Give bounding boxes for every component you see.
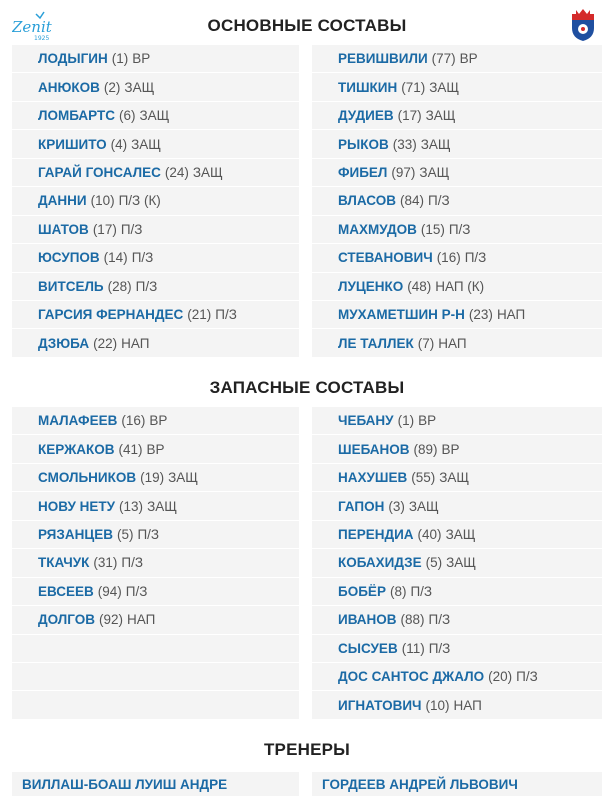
player-position: ЗАЩ	[425, 108, 456, 124]
player-row[interactable]	[12, 102, 299, 130]
coach-left[interactable]: ВИЛЛАШ-БОАШ ЛУИШ АНДРЕ	[12, 772, 299, 796]
player-position: ЗАЩ	[168, 470, 198, 486]
player-number: (24)	[164, 164, 189, 180]
player-number: (1)	[111, 51, 129, 67]
player-number: (2)	[103, 79, 121, 95]
player-number: (14)	[103, 250, 128, 266]
player-position: П/З	[125, 583, 148, 599]
player-position: П/З	[516, 669, 538, 685]
player-name[interactable]: ТКАЧУК	[38, 555, 90, 571]
player-position: ВР	[441, 441, 460, 457]
player-number: (28)	[107, 278, 132, 294]
player-number: (31)	[93, 555, 118, 571]
player-row[interactable]	[12, 45, 299, 73]
player-position: ВР	[459, 51, 478, 67]
player-position: П/З (К)	[118, 193, 161, 209]
subs-left-list	[12, 407, 299, 720]
player-name[interactable]: ЛЕ ТАЛЛЕК	[338, 335, 414, 351]
player-row[interactable]	[312, 464, 602, 492]
player-row[interactable]	[312, 187, 602, 215]
player-number: (71)	[401, 79, 426, 95]
player-position: П/З	[120, 221, 143, 237]
player-position: П/З	[135, 278, 158, 294]
player-position: НАП	[121, 335, 150, 351]
player-name[interactable]: СТЕВАНОВИЧ	[338, 250, 433, 266]
player-name[interactable]: НОВУ НЕТУ	[38, 498, 116, 514]
player-row[interactable]	[312, 606, 602, 634]
player-position: П/З	[448, 221, 471, 237]
player-position: НАП	[127, 612, 156, 628]
player-name[interactable]: РЫКОВ	[338, 136, 389, 152]
player-name[interactable]: ДОС САНТОС ДЖАЛО	[338, 669, 485, 685]
player-number: (97)	[391, 164, 416, 180]
player-number: (88)	[400, 612, 425, 628]
player-number: (8)	[389, 583, 407, 599]
player-row[interactable]	[312, 635, 602, 663]
player-name[interactable]: ЕВСЕЕВ	[38, 583, 94, 599]
player-number: (22)	[93, 335, 118, 351]
player-number: (21)	[187, 307, 212, 323]
player-position: ЗАЩ	[147, 498, 177, 514]
player-position: П/З	[410, 583, 433, 599]
player-row[interactable]	[312, 407, 602, 435]
player-row[interactable]	[312, 159, 602, 187]
player-name[interactable]: ЛУЦЕНКО	[338, 278, 404, 294]
player-row[interactable]	[312, 102, 602, 130]
player-name[interactable]: ФИБЕЛ	[338, 164, 388, 180]
player-number: (16)	[121, 413, 146, 429]
player-row[interactable]	[312, 45, 602, 73]
player-name[interactable]: ВИТСЕЛЬ	[38, 278, 104, 294]
player-name[interactable]: ДАННИ	[38, 193, 87, 209]
zenit-logo-year: 1925	[34, 35, 50, 42]
player-name[interactable]: ЛОМБАРТС	[38, 108, 115, 124]
player-row[interactable]	[312, 578, 602, 606]
player-row[interactable]	[312, 329, 602, 357]
player-position: ЗАЩ	[420, 136, 451, 152]
player-row[interactable]	[12, 159, 299, 187]
player-number: (19)	[140, 470, 165, 486]
player-row[interactable]	[312, 273, 602, 301]
player-position: ЗАЩ	[131, 136, 161, 152]
player-number: (20)	[488, 669, 513, 685]
player-position: ВР	[418, 413, 437, 429]
player-position: П/З	[428, 640, 451, 656]
starting-lineups-title: ОСНОВНЫЕ СОСТАВЫ	[207, 16, 407, 35]
player-position: ВР	[146, 441, 165, 457]
player-position: ЗАЩ	[192, 164, 223, 180]
player-row[interactable]	[12, 329, 299, 357]
player-position: П/З	[428, 612, 451, 628]
player-position: ЗАЩ	[439, 470, 470, 486]
player-name[interactable]: ДОЛГОВ	[38, 612, 95, 628]
player-name[interactable]: СЫСУЕВ	[338, 640, 398, 656]
player-position: П/З	[427, 193, 450, 209]
player-row[interactable]	[12, 407, 299, 435]
player-number: (23)	[468, 307, 493, 323]
player-number: (40)	[417, 526, 442, 542]
player-name[interactable]: ЮСУПОВ	[38, 250, 100, 266]
player-name[interactable]: МАХМУДОВ	[338, 221, 417, 237]
player-row[interactable]	[312, 216, 602, 244]
player-number: (16)	[436, 250, 461, 266]
starting-left-list	[12, 45, 299, 358]
player-row[interactable]	[312, 521, 602, 549]
player-row[interactable]	[12, 73, 299, 101]
player-name[interactable]: ТИШКИН	[338, 79, 398, 95]
player-row[interactable]	[12, 492, 299, 520]
player-number: (84)	[399, 193, 424, 209]
player-number: (41)	[118, 441, 143, 457]
player-name[interactable]: МАЛАФЕЕВ	[38, 413, 118, 429]
player-row[interactable]	[12, 216, 299, 244]
player-name[interactable]: ГАПОН	[338, 498, 385, 514]
player-position: ВР	[132, 51, 151, 67]
substitutes-title: ЗАПАСНЫЕ СОСТАВЫ	[209, 378, 405, 397]
player-row[interactable]	[312, 130, 602, 158]
player-row[interactable]	[12, 549, 299, 577]
player-position: ЗАЩ	[446, 555, 476, 571]
player-row[interactable]	[312, 663, 602, 691]
bottom-strip	[0, 797, 614, 807]
player-name[interactable]: КРИШИТО	[38, 136, 107, 152]
subs-right-list	[312, 407, 602, 720]
player-position: П/З	[464, 250, 487, 266]
player-number: (77)	[431, 51, 456, 67]
player-name[interactable]: НАХУШЕВ	[338, 470, 408, 486]
player-name[interactable]: МУХАМЕТШИН Р-Н	[338, 307, 465, 323]
player-name[interactable]: КОБАХИДЗЕ	[338, 555, 422, 571]
player-position: П/З	[121, 555, 143, 571]
player-position: НАП	[453, 697, 482, 713]
player-number: (3)	[388, 498, 405, 514]
player-name[interactable]: ШАТОВ	[38, 221, 89, 237]
player-row[interactable]	[12, 244, 299, 272]
player-position: ЗАЩ	[445, 526, 476, 542]
player-position: П/З	[137, 526, 160, 542]
player-position: ВР	[149, 413, 168, 429]
player-name[interactable]: ИВАНОВ	[338, 612, 397, 628]
player-position: П/З	[131, 250, 154, 266]
player-name[interactable]: РЕВИШВИЛИ	[338, 51, 428, 67]
player-number: (48)	[407, 278, 432, 294]
player-position: НАП (К)	[435, 278, 485, 294]
player-row[interactable]	[12, 130, 299, 158]
player-row[interactable]	[12, 187, 299, 215]
player-row[interactable]	[12, 301, 299, 329]
player-position: НАП	[496, 307, 526, 323]
player-row[interactable]	[12, 273, 299, 301]
player-row[interactable]	[12, 464, 299, 492]
player-name[interactable]: ВЛАСОВ	[338, 193, 396, 209]
player-number: (4)	[110, 136, 128, 152]
player-name[interactable]: ГАРСИЯ ФЕРНАНДЕС	[38, 307, 184, 323]
starting-right-list	[312, 45, 602, 358]
player-row[interactable]	[312, 549, 602, 577]
player-name[interactable]: СМОЛЬНИКОВ	[38, 470, 137, 486]
player-row[interactable]	[312, 73, 602, 101]
empty-row	[12, 635, 299, 663]
player-number: (55)	[411, 470, 436, 486]
player-position: НАП	[438, 335, 467, 351]
coach-right[interactable]: ГОРДЕЕВ АНДРЕЙ ЛЬВОВИЧ	[312, 772, 602, 796]
player-number: (17)	[92, 221, 117, 237]
player-name[interactable]: ПЕРЕНДИА	[338, 526, 414, 542]
coaches-title: ТРЕНЕРЫ	[263, 740, 351, 759]
player-row[interactable]	[312, 691, 602, 719]
player-number: (89)	[413, 441, 438, 457]
player-name[interactable]: ДЗЮБА	[38, 335, 90, 351]
player-name[interactable]: ГАРАЙ ГОНСАЛЕС	[38, 164, 161, 180]
player-row[interactable]	[12, 578, 299, 606]
empty-row	[12, 663, 299, 691]
player-number: (7)	[417, 335, 435, 351]
player-row[interactable]	[312, 435, 602, 463]
player-row[interactable]	[12, 521, 299, 549]
player-name[interactable]: ШЕБАНОВ	[338, 441, 410, 457]
player-row[interactable]	[312, 492, 602, 520]
player-name[interactable]: ЧЕБАНУ	[338, 413, 394, 429]
player-number: (6)	[118, 108, 136, 124]
player-position: ЗАЩ	[139, 108, 170, 124]
player-row[interactable]	[12, 435, 299, 463]
player-position: П/З	[215, 307, 237, 323]
player-row[interactable]	[312, 244, 602, 272]
player-position: ЗАЩ	[408, 498, 439, 514]
player-row[interactable]	[312, 301, 602, 329]
player-name[interactable]: ДУДИЕВ	[338, 108, 394, 124]
player-name[interactable]: БОБЁР	[338, 583, 386, 599]
player-number: (5)	[116, 526, 134, 542]
player-number: (17)	[397, 108, 422, 124]
zenit-logo-text: Zenit	[12, 18, 52, 36]
player-name[interactable]: РЯЗАНЦЕВ	[38, 526, 113, 542]
player-number: (5)	[425, 555, 443, 571]
player-name[interactable]: КЕРЖАКОВ	[38, 441, 115, 457]
player-number: (10)	[90, 193, 115, 209]
player-number: (11)	[401, 640, 425, 656]
player-name[interactable]: АНЮКОВ	[38, 79, 100, 95]
player-position: ЗАЩ	[124, 79, 155, 95]
player-number: (1)	[397, 413, 415, 429]
player-number: (13)	[119, 498, 144, 514]
player-number: (92)	[98, 612, 123, 628]
player-name[interactable]: ЛОДЫГИН	[38, 51, 108, 67]
player-number: (94)	[97, 583, 122, 599]
player-number: (15)	[420, 221, 445, 237]
player-number: (10)	[425, 697, 450, 713]
player-position: ЗАЩ	[419, 164, 450, 180]
player-name[interactable]: ИГНАТОВИЧ	[338, 697, 422, 713]
player-number: (33)	[392, 136, 417, 152]
player-row[interactable]	[12, 606, 299, 634]
player-position: ЗАЩ	[429, 79, 460, 95]
empty-row	[12, 691, 299, 719]
